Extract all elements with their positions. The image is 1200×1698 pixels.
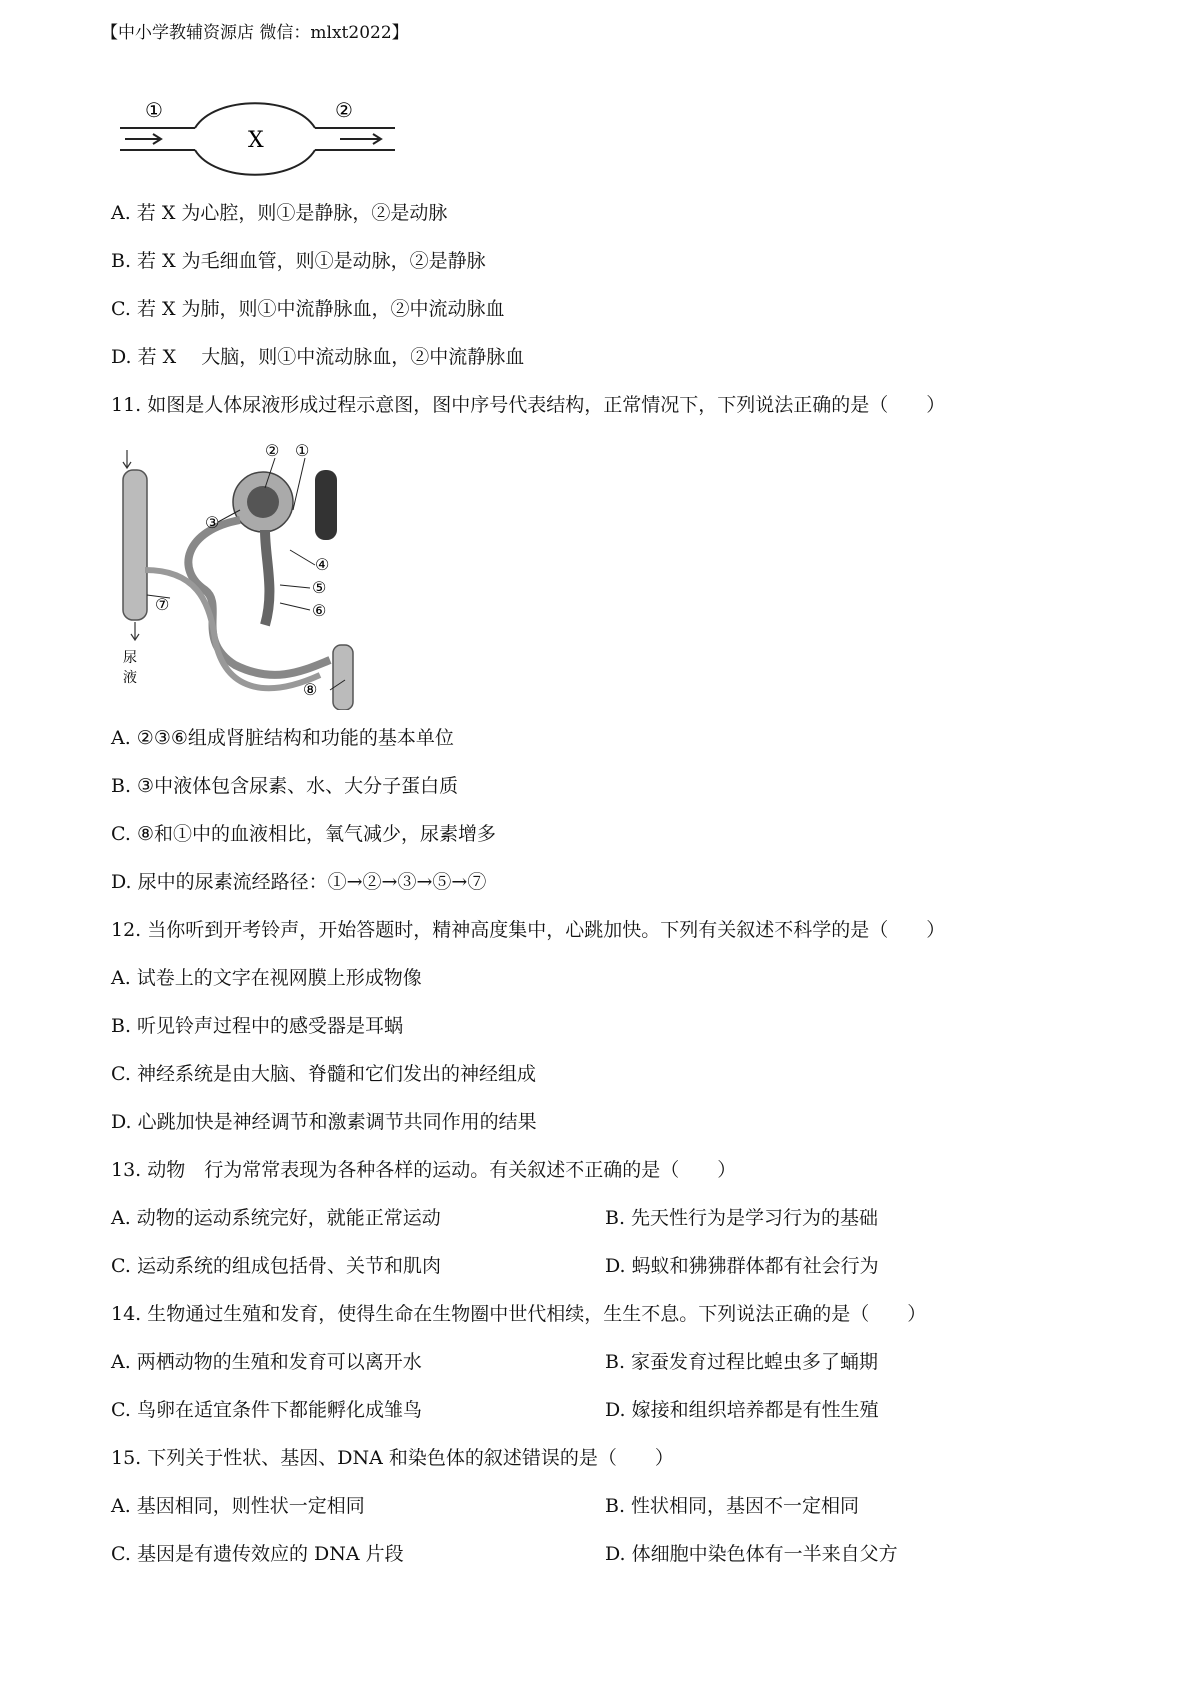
q13-option-a: A. 动物的运动系统完好，就能正常运动 [111, 1207, 441, 1229]
fig11-label-urine-2: 液 [123, 670, 137, 686]
q13-option-c: C. 运动系统的组成包括骨、关节和肌肉 [111, 1255, 441, 1277]
q10-option-d: D. 若 X 大脑，则①中流动脉血，②中流静脉血 [111, 346, 525, 368]
q11-option-b: B. ③中液体包含尿素、水、大分子蛋白质 [111, 775, 459, 797]
q11-stem: 11. 如图是人体尿液形成过程示意图，图中序号代表结构，正常情况下，下列说法正确的是（ ） [111, 394, 946, 416]
arrow-in-icon [125, 134, 161, 144]
fig11-label-2: ② [265, 441, 280, 460]
q15-option-b: B. 性状相同，基因不一定相同 [605, 1495, 860, 1517]
q11-option-c: C. ⑧和①中的血液相比，氧气减少，尿素增多 [111, 823, 496, 845]
q13-option-d: D. 蚂蚁和狒狒群体都有社会行为 [605, 1255, 879, 1277]
q10-option-b: B. 若 X 为毛细血管，则①是动脉，②是静脉 [111, 250, 486, 272]
arrow-out-icon [340, 134, 381, 144]
q12-option-a: A. 试卷上的文字在视网膜上形成物像 [111, 967, 422, 989]
fig11-label-4: ④ [315, 555, 330, 574]
q15-option-d: D. 体细胞中染色体有一半来自父方 [605, 1543, 898, 1565]
fig11-label-6: ⑥ [312, 601, 327, 620]
q14-option-a: A. 两栖动物的生殖和发育可以离开水 [111, 1351, 422, 1373]
q11-option-a: A. ②③⑥组成肾脏结构和功能的基本单位 [111, 727, 454, 749]
label-2: ② [335, 98, 353, 122]
q14-option-b: B. 家蚕发育过程比蝗虫多了蛹期 [605, 1351, 879, 1373]
q15-option-c: C. 基因是有遗传效应的 DNA 片段 [111, 1543, 404, 1565]
fig11-label-7: ⑦ [155, 595, 170, 614]
label-x: X [248, 128, 264, 153]
fig11-label-8: ⑧ [303, 680, 318, 699]
q12-option-c: C. 神经系统是由大脑、脊髓和它们发出的神经组成 [111, 1063, 536, 1085]
q13-stem: 13. 动物 行为常常表现为各种各样的运动。有关叙述不正确的是（ ） [111, 1159, 737, 1181]
nephron-diagram [115, 440, 375, 710]
q12-option-b: B. 听见铃声过程中的感受器是耳蜗 [111, 1015, 404, 1037]
fig11-label-5: ⑤ [312, 578, 327, 597]
q14-option-c: C. 鸟卵在适宜条件下都能孵化成雏鸟 [111, 1399, 422, 1421]
fig11-label-3: ③ [205, 513, 220, 532]
q12-option-d: D. 心跳加快是神经调节和激素调节共同作用的结果 [111, 1111, 537, 1133]
blood-vessel-diagram [115, 95, 405, 185]
q10-option-a: A. 若 X 为心腔，则①是静脉，②是动脉 [111, 202, 448, 224]
q14-stem: 14. 生物通过生殖和发育，使得生命在生物圈中世代相续，生生不息。下列说法正确的是（ ） [111, 1303, 927, 1325]
fig11-label-urine-1: 尿 [123, 650, 137, 666]
label-1: ① [145, 98, 163, 122]
q10-option-c: C. 若 X 为肺，则①中流静脉血，②中流动脉血 [111, 298, 505, 320]
fig11-label-1: ① [295, 441, 310, 460]
q12-stem: 12. 当你听到开考铃声，开始答题时，精神高度集中，心跳加快。下列有关叙述不科学的是（ ） [111, 919, 946, 941]
q13-option-b: B. 先天性行为是学习行为的基础 [605, 1207, 879, 1229]
q15-stem: 15. 下列关于性状、基因、DNA 和染色体的叙述错误的是（ ） [111, 1447, 674, 1469]
q11-option-d: D. 尿中的尿素流经路径：①→②→③→⑤→⑦ [111, 871, 487, 893]
q15-option-a: A. 基因相同，则性状一定相同 [111, 1495, 365, 1517]
page-header: 【中小学教辅资源店 微信：mlxt2022】 [101, 23, 409, 43]
q14-option-d: D. 嫁接和组织培养都是有性生殖 [605, 1399, 879, 1421]
